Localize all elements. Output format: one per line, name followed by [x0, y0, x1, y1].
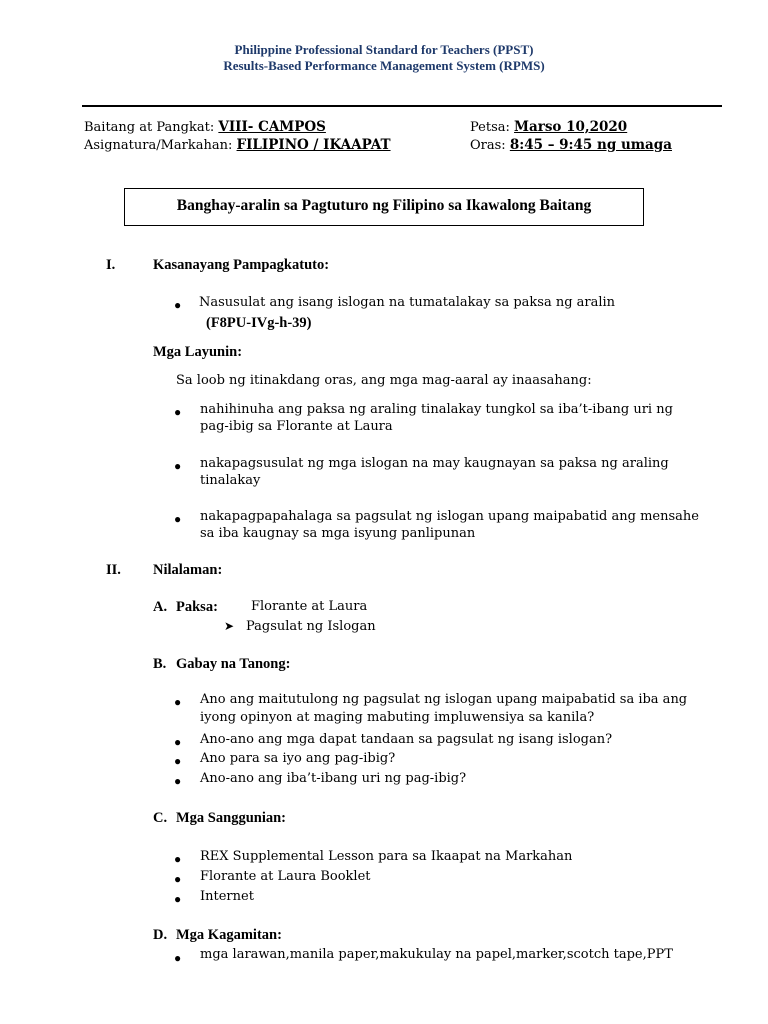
section-2-heading: Nilalaman:: [153, 562, 223, 578]
topic-text: Florante at Laura: [251, 599, 368, 614]
section-1-number: I.: [106, 257, 116, 273]
title-box: [124, 188, 644, 226]
date-value: Marso 10,2020: [514, 119, 628, 135]
subtopic-text: Pagsulat ng Islogan: [246, 619, 376, 634]
bullet-icon: ●: [174, 695, 182, 709]
bullet-icon: ●: [174, 405, 182, 419]
header-line-1: Philippine Professional Standard for Teachers (PPST): [234, 42, 534, 57]
question-3: Ano para sa iyo ang pag-ibig?: [200, 751, 396, 766]
header-line-2: Results-Based Performance Management System (RPMS): [223, 58, 545, 73]
bullet-icon: ●: [174, 298, 182, 312]
bullet-icon: ●: [174, 892, 182, 906]
bullet-icon: ●: [174, 951, 182, 965]
section-1-heading: Kasanayang Pampagkatuto:: [153, 257, 330, 273]
bullet-icon: ●: [174, 459, 182, 473]
subject-value: FILIPINO / IKAAPAT: [236, 137, 391, 153]
subsection-a-label: A.: [153, 599, 168, 615]
objective-2-line-1: nakapagsusulat ng mga islogan na may kaugnayan sa paksa ng araling: [200, 456, 669, 471]
subsection-b-heading: Gabay na Tanong:: [176, 656, 291, 672]
bullet-icon: ●: [174, 852, 182, 866]
subsection-c-heading: Mga Sanggunian:: [176, 810, 286, 826]
grade-row: [84, 119, 326, 135]
reference-2: Florante at Laura Booklet: [200, 869, 371, 884]
arrow-right-icon: ➤: [224, 619, 235, 633]
subject-label: Asignatura/Markahan:: [84, 138, 233, 153]
subsection-d-label: D.: [153, 927, 168, 943]
subsection-a-heading: Paksa:: [176, 599, 218, 615]
objective-3-line-1: nakapagpapahalaga sa pagsulat ng islogan upang maipabatid ang mensahe: [200, 509, 699, 524]
bullet-icon: ●: [174, 512, 182, 526]
question-4: Ano-ano ang iba’t-ibang uri ng pag-ibig?: [200, 771, 467, 786]
question-1-line-2: iyong opinyon at maging mabuting impluwensiya sa kanila?: [200, 710, 595, 725]
bullet-icon: ●: [174, 754, 182, 768]
grade-label: Baitang at Pangkat:: [84, 120, 215, 135]
material-1: mga larawan,manila paper,makukulay na papel,marker,scotch tape,PPT: [200, 947, 673, 962]
bullet-icon: ●: [174, 735, 182, 749]
reference-1: REX Supplemental Lesson para sa Ikaapat na Markahan: [200, 849, 573, 864]
question-1-line-1: Ano ang maitutulong ng pagsulat ng islogan upang maipabatid sa iba ang: [200, 692, 688, 707]
subsection-d-heading: Mga Kagamitan:: [176, 927, 282, 943]
objective-2-line-2: tinalakay: [200, 473, 261, 488]
section-2-number: II.: [106, 562, 121, 578]
objectives-intro: Sa loob ng itinakdang oras, ang mga mag-aaral ay inaasahang:: [176, 373, 592, 388]
bullet-icon: ●: [174, 774, 182, 788]
grade-value: VIII- CAMPOS: [218, 119, 326, 135]
bullet-icon: ●: [174, 872, 182, 886]
time-row: [470, 137, 672, 153]
reference-3: Internet: [200, 889, 254, 904]
subject-row: [84, 137, 391, 153]
date-row: [470, 119, 627, 135]
document-title: Banghay-aralin sa Pagtuturo ng Filipino sa Ikawalong Baitang: [176, 197, 592, 214]
objective-1-line-1: nahihinuha ang paksa ng araling tinalakay tungkol sa iba’t-ibang uri ng: [200, 402, 673, 417]
competency-code: (F8PU-IVg-h-39): [206, 315, 312, 331]
objectives-heading: Mga Layunin:: [153, 344, 243, 360]
objective-3-line-2: sa iba kaugnay sa mga isyung panlipunan: [200, 526, 476, 541]
time-value: 8:45 – 9:45 ng umaga: [509, 137, 672, 153]
subsection-c-label: C.: [153, 810, 168, 826]
time-label: Oras:: [470, 138, 506, 153]
question-2: Ano-ano ang mga dapat tandaan sa pagsulat ng isang islogan?: [200, 732, 613, 747]
header-rule: [82, 105, 722, 107]
objective-1-line-2: pag-ibig sa Florante at Laura: [200, 419, 393, 434]
date-label: Petsa:: [470, 120, 510, 135]
competency-text: Nasusulat ang isang islogan na tumatalakay sa paksa ng aralin: [199, 295, 616, 310]
subsection-b-label: B.: [153, 656, 167, 672]
